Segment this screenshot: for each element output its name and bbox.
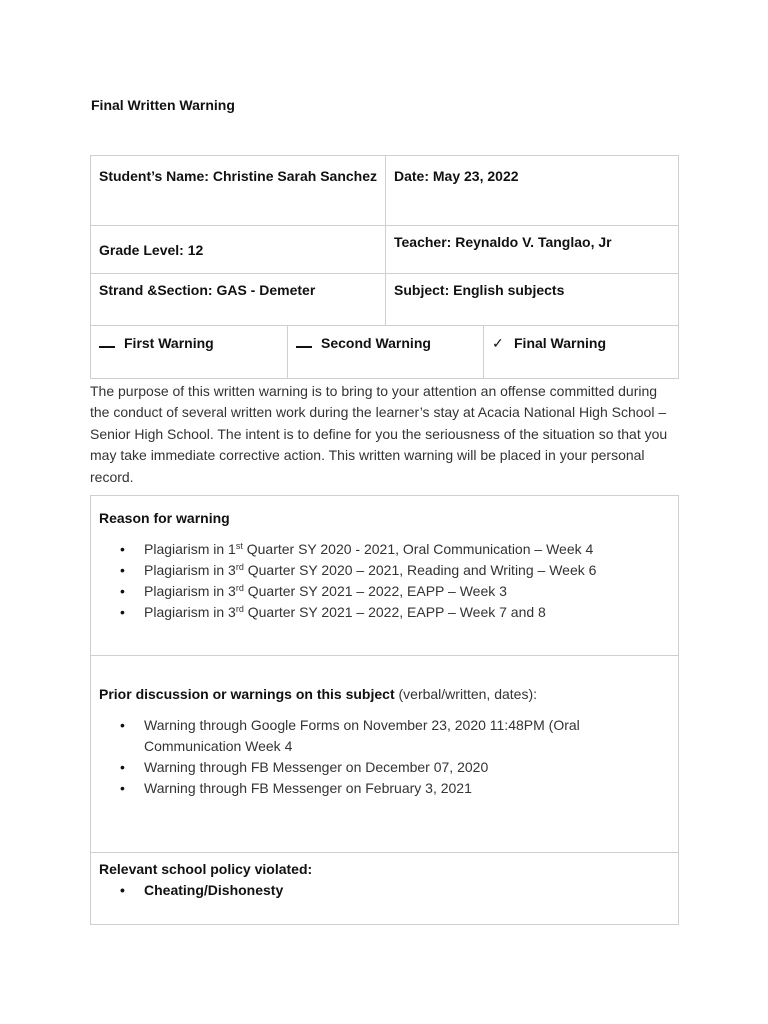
bullet-icon: •: [120, 604, 125, 620]
reason-section: [90, 495, 679, 656]
info-row: [91, 226, 679, 274]
bullet-icon: •: [120, 882, 125, 898]
warning-option-second: [288, 326, 484, 378]
prior-warnings-note: (verbal/written, dates):: [394, 686, 537, 702]
teacher: Teacher: Reynaldo V. Tanglao, Jr: [386, 226, 679, 273]
bullet-icon: •: [120, 583, 125, 599]
info-row: [91, 274, 679, 326]
student-info-table: [90, 155, 679, 379]
reason-item: • Plagiarism in 1st Quarter SY 2020 - 2021, Oral Communication – Week 4: [91, 539, 651, 560]
warning-option-label: Second Warning: [321, 335, 431, 351]
policy-heading: Relevant school policy violated:: [99, 861, 313, 877]
checkmark-icon: ✓: [492, 335, 504, 351]
reason-item: • Plagiarism in 3rd Quarter SY 2021 – 2022, EAPP – Week 3: [91, 581, 651, 602]
prior-warnings-list: [91, 715, 651, 799]
policy-item: • Cheating/Dishonesty: [91, 880, 651, 901]
unchecked-blank-marker: [296, 336, 312, 348]
reason-list: [91, 539, 651, 623]
warning-option-label: Final Warning: [514, 335, 607, 351]
policy-section: [90, 853, 679, 925]
bullet-icon: •: [120, 717, 125, 733]
warning-level-row: [91, 325, 679, 379]
document-title: Final Written Warning: [91, 97, 235, 113]
reason-item: • Plagiarism in 3rd Quarter SY 2020 – 2021, Reading and Writing – Week 6: [91, 560, 651, 581]
date: Date: May 23, 2022: [386, 156, 679, 225]
prior-warning-item: • Warning through FB Messenger on February 3, 2021: [91, 778, 651, 799]
bullet-icon: •: [120, 562, 125, 578]
bullet-icon: •: [120, 759, 125, 775]
prior-warnings-section: [90, 656, 679, 853]
warning-option-label: First Warning: [124, 335, 214, 351]
student-name: Student’s Name: Christine Sarah Sanchez: [91, 156, 386, 225]
prior-warning-item: • Warning through FB Messenger on December 07, 2020: [91, 757, 651, 778]
subject: Subject: English subjects: [386, 274, 679, 325]
warning-option-final: [484, 326, 679, 378]
reason-heading: Reason for warning: [99, 510, 230, 526]
unchecked-blank-marker: [99, 336, 115, 348]
reason-item: • Plagiarism in 3rd Quarter SY 2021 – 2022, EAPP – Week 7 and 8: [91, 602, 651, 623]
grade-level: Grade Level: 12: [91, 226, 386, 273]
bullet-icon: •: [120, 780, 125, 796]
strand-section: Strand &Section: GAS - Demeter: [91, 274, 386, 325]
prior-warnings-heading: Prior discussion or warnings on this subject (verbal/written, dates):: [99, 686, 537, 702]
info-row: [91, 156, 679, 226]
bullet-icon: •: [120, 541, 125, 557]
warning-option-first: [91, 326, 288, 378]
purpose-paragraph: The purpose of this written warning is to bring to your attention an offense committed during the conduct of several written work during the learner’s stay at Acacia National High School – Senior High School. The intent is to define for you the seriousness of the situation so that you may take immediate corrective action. This written warning will be placed in your personal record.: [90, 383, 668, 485]
prior-warning-item: • Warning through Google Forms on November 23, 2020 11:48PM (Oral Communication Week 4: [120, 717, 580, 754]
policy-list: [91, 880, 651, 901]
